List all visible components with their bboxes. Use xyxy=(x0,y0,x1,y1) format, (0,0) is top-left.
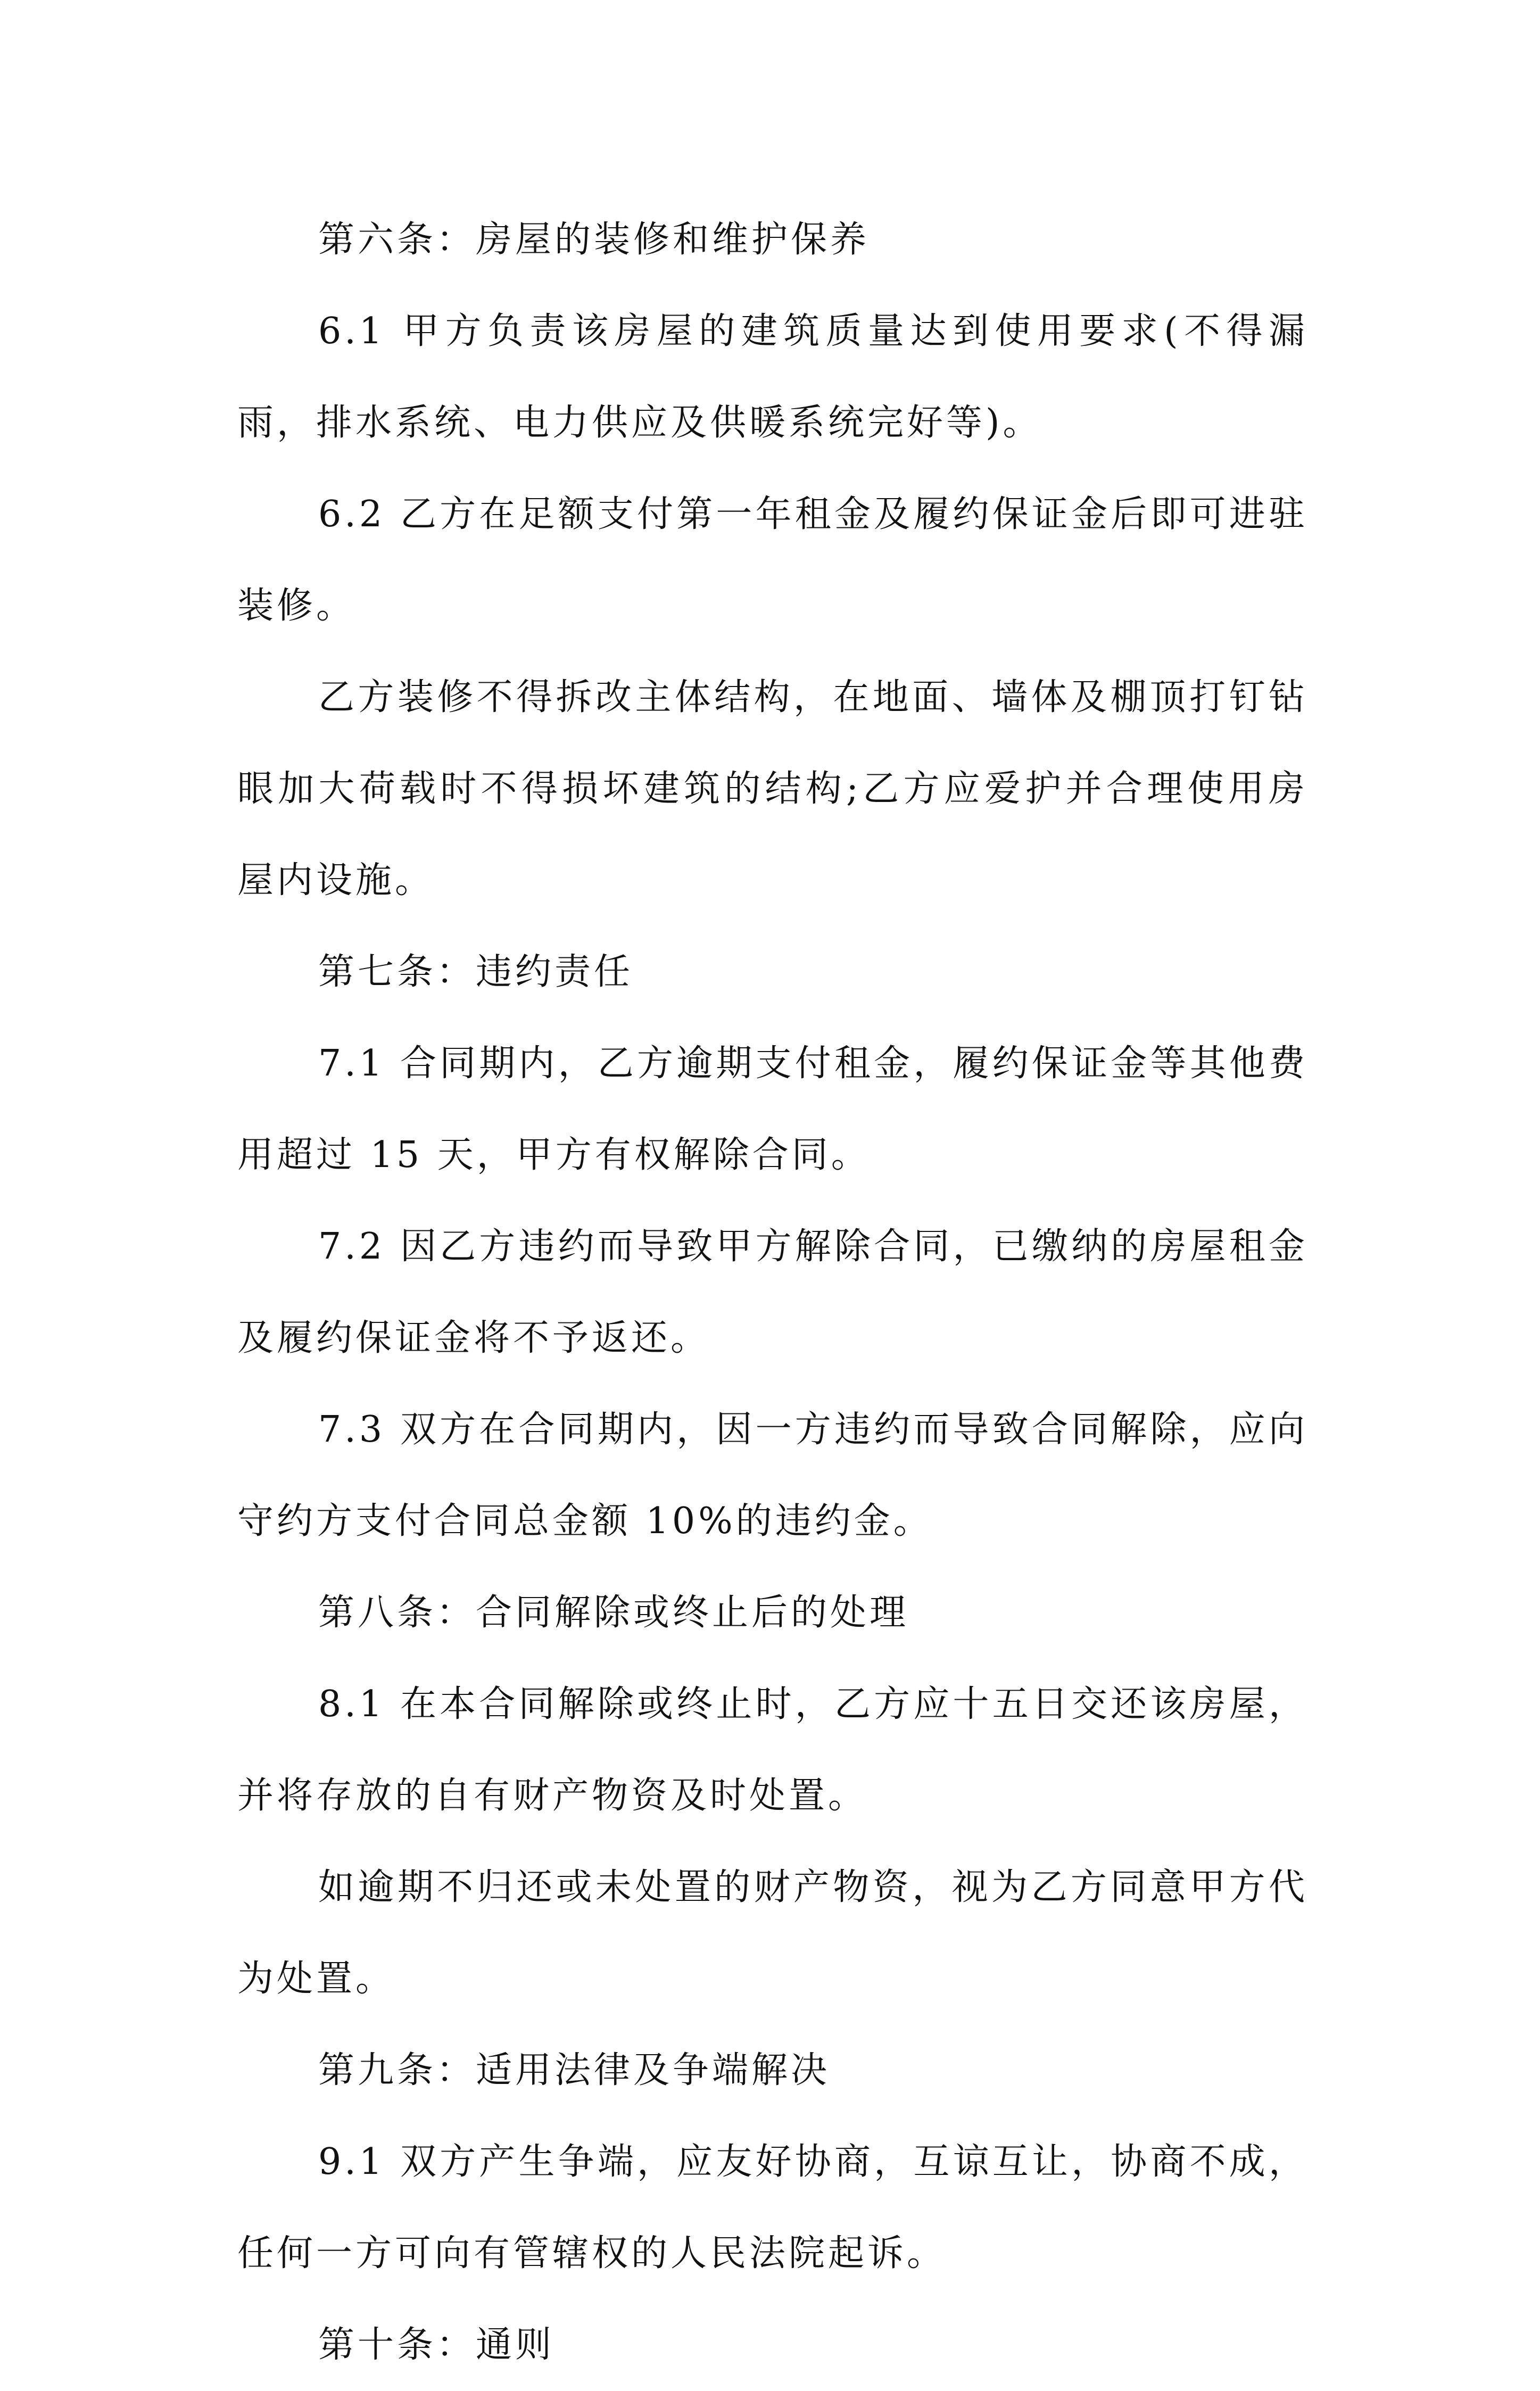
clause-7-3: 7.3 双方在合同期内，因一方违约而导致合同解除，应向守约方支付合同总金额 10%的违约金。 xyxy=(237,1409,1308,1542)
article-7-heading: 第七条：违约责任 xyxy=(318,951,634,993)
article-10-heading: 第十条：通则 xyxy=(318,2324,555,2366)
clause-8-1: 8.1 在本合同解除或终止时，乙方应十五日交还该房屋，并将存放的自有财产物资及时处置。 xyxy=(237,1683,1308,1817)
article-9-heading: 第九条：适用法律及争端解决 xyxy=(318,2049,831,2091)
clause-8-1-detail: 如逾期不归还或未处置的财产物资，视为乙方同意甲方代为处置。 xyxy=(237,1866,1308,2000)
clause-6-2-detail: 乙方装修不得拆改主体结构，在地面、墙体及棚顶打钉钻眼加大荷载时不得损坏建筑的结构;乙方应爱护并合理使用房屋内设施。 xyxy=(237,676,1308,901)
clause-7-1: 7.1 合同期内，乙方逾期支付租金，履约保证金等其他费用超过 15 天，甲方有权解除合同。 xyxy=(237,1043,1308,1176)
clause-7-2: 7.2 因乙方违约而导致甲方解除合同，已缴纳的房屋租金及履约保证金将不予返还。 xyxy=(237,1226,1308,1359)
clause-9-1: 9.1 双方产生争端，应友好协商，互谅互让，协商不成，任何一方可向有管辖权的人民法院起诉。 xyxy=(237,2141,1308,2274)
article-8-heading: 第八条：合同解除或终止后的处理 xyxy=(318,1592,909,1634)
clause-6-1: 6.1 甲方负责该房屋的建筑质量达到使用要求(不得漏雨，排水系统、电力供应及供暖系统完好等)。 xyxy=(237,310,1308,444)
article-6-heading: 第六条：房屋的装修和维护保养 xyxy=(318,219,870,261)
document-body xyxy=(237,194,1308,2391)
clause-6-2: 6.2 乙方在足额支付第一年租金及履约保证金后即可进驻装修。 xyxy=(237,493,1308,627)
